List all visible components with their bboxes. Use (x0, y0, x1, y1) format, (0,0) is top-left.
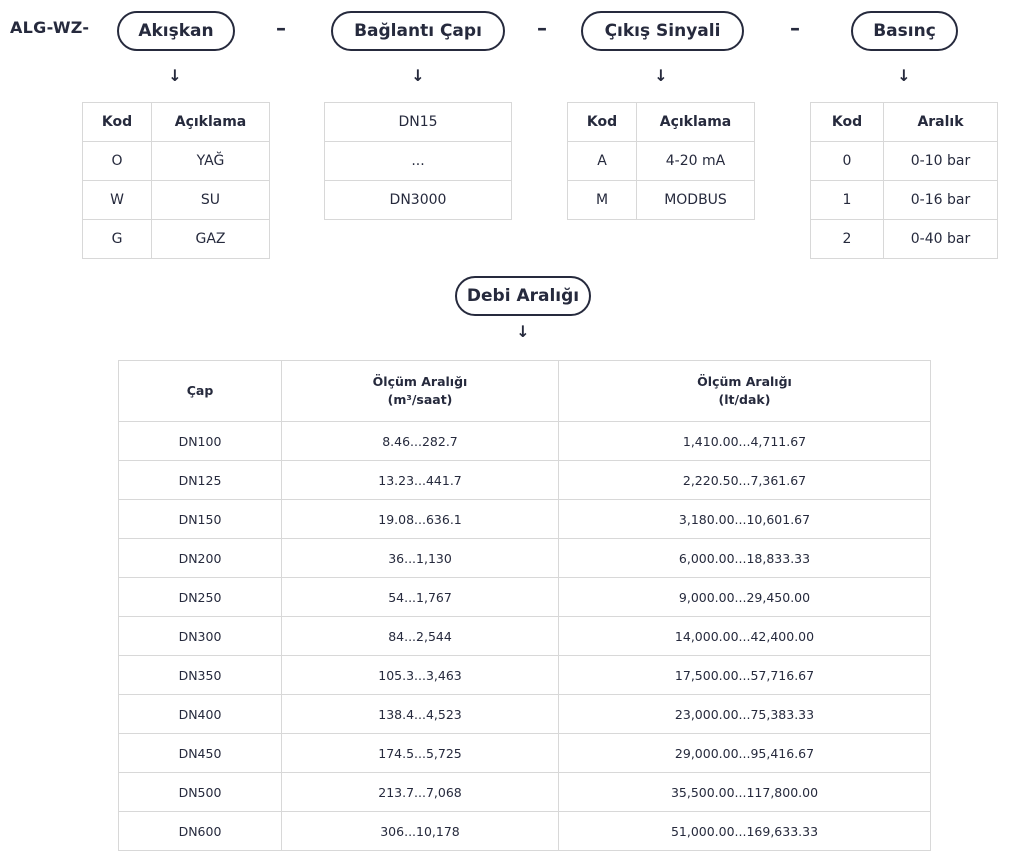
header-aralik: Aralık (884, 103, 998, 142)
header-kod: Kod (568, 103, 637, 142)
table-row (811, 181, 998, 220)
cell-kod: 1 (811, 181, 884, 220)
cell-olcum-lt: 23,000.00...75,383.33 (559, 695, 931, 734)
cell-cap: DN500 (119, 773, 282, 812)
header-aciklama: Açıklama (152, 103, 270, 142)
cell-kod: 2 (811, 220, 884, 259)
cell-cap: ... (325, 142, 512, 181)
cell-cap: DN200 (119, 539, 282, 578)
cell-olcum-lt: 29,000.00...95,416.67 (559, 734, 931, 773)
cell-olcum-lt: 35,500.00...117,800.00 (559, 773, 931, 812)
cell-olcum-m3: 174.5...5,725 (282, 734, 559, 773)
cell-olcum-m3: 36...1,130 (282, 539, 559, 578)
table-row (119, 773, 931, 812)
cell-cap: DN100 (119, 422, 282, 461)
cell-olcum-m3: 8.46...282.7 (282, 422, 559, 461)
cell-aciklama: MODBUS (637, 181, 755, 220)
cell-olcum-m3: 105.3...3,463 (282, 656, 559, 695)
cell-olcum-m3: 306...10,178 (282, 812, 559, 851)
cell-olcum-lt: 2,220.50...7,361.67 (559, 461, 931, 500)
cell-aralik: 0-40 bar (884, 220, 998, 259)
cell-olcum-lt: 9,000.00...29,450.00 (559, 578, 931, 617)
separator: – (537, 16, 547, 40)
separator: – (790, 16, 800, 40)
cell-cap: DN150 (119, 500, 282, 539)
cell-aralik: 0-16 bar (884, 181, 998, 220)
table-row (119, 656, 931, 695)
cell-olcum-m3: 13.23...441.7 (282, 461, 559, 500)
down-arrow-icon: ↓ (411, 66, 425, 85)
down-arrow-icon: ↓ (516, 322, 530, 341)
table-row (83, 142, 270, 181)
cell-olcum-m3: 19.08...636.1 (282, 500, 559, 539)
segment-debi-araligi: Debi Aralığı (455, 276, 591, 316)
cell-kod: A (568, 142, 637, 181)
cell-olcum-m3: 138.4...4,523 (282, 695, 559, 734)
cell-cap: DN250 (119, 578, 282, 617)
cell-cap: DN600 (119, 812, 282, 851)
cell-kod: M (568, 181, 637, 220)
separator: – (276, 16, 286, 40)
table-row (119, 695, 931, 734)
cell-aciklama: GAZ (152, 220, 270, 259)
akiskan-table (82, 102, 270, 259)
baglanti-table (324, 102, 512, 220)
cikis-table (567, 102, 755, 220)
cell-kod: 0 (811, 142, 884, 181)
cell-kod: O (83, 142, 152, 181)
cell-olcum-lt: 14,000.00...42,400.00 (559, 617, 931, 656)
header-aciklama: Açıklama (637, 103, 755, 142)
cell-cap: DN300 (119, 617, 282, 656)
cell-cap: DN400 (119, 695, 282, 734)
table-row (119, 734, 931, 773)
model-prefix: ALG-WZ- (10, 18, 90, 37)
segment-cikis-sinyali: Çıkış Sinyali (581, 11, 744, 51)
segment-akiskan: Akışkan (117, 11, 235, 51)
cell-aciklama: 4-20 mA (637, 142, 755, 181)
table-row (325, 181, 512, 220)
table-row (119, 578, 931, 617)
table-row (119, 617, 931, 656)
cell-cap: DN350 (119, 656, 282, 695)
cell-cap: DN450 (119, 734, 282, 773)
cell-olcum-lt: 3,180.00...10,601.67 (559, 500, 931, 539)
segment-basinc: Basınç (851, 11, 958, 51)
table-row (325, 103, 512, 142)
cell-cap: DN3000 (325, 181, 512, 220)
table-row (83, 181, 270, 220)
table-row (119, 422, 931, 461)
cell-cap: DN125 (119, 461, 282, 500)
cell-kod: G (83, 220, 152, 259)
table-row (119, 539, 931, 578)
table-row (119, 500, 931, 539)
basinc-table (810, 102, 998, 259)
table-row (568, 181, 755, 220)
cell-olcum-lt: 1,410.00...4,711.67 (559, 422, 931, 461)
down-arrow-icon: ↓ (654, 66, 668, 85)
header-olcum-m3: Ölçüm Aralığı (m³/saat) (282, 361, 559, 422)
cell-aciklama: YAĞ (152, 142, 270, 181)
table-row (83, 220, 270, 259)
header-kod: Kod (83, 103, 152, 142)
cell-aciklama: SU (152, 181, 270, 220)
table-row (811, 142, 998, 181)
segment-baglanti-capi: Bağlantı Çapı (331, 11, 505, 51)
down-arrow-icon: ↓ (168, 66, 182, 85)
cell-olcum-lt: 17,500.00...57,716.67 (559, 656, 931, 695)
cell-kod: W (83, 181, 152, 220)
table-row (119, 461, 931, 500)
header-cap: Çap (119, 361, 282, 422)
down-arrow-icon: ↓ (897, 66, 911, 85)
cell-olcum-m3: 213.7...7,068 (282, 773, 559, 812)
cell-olcum-lt: 51,000.00...169,633.33 (559, 812, 931, 851)
cell-olcum-m3: 84...2,544 (282, 617, 559, 656)
header-olcum-lt: Ölçüm Aralığı (lt/dak) (559, 361, 931, 422)
table-row (568, 142, 755, 181)
cell-cap: DN15 (325, 103, 512, 142)
table-row (119, 812, 931, 851)
debi-table (118, 360, 931, 851)
cell-aralik: 0-10 bar (884, 142, 998, 181)
header-kod: Kod (811, 103, 884, 142)
cell-olcum-lt: 6,000.00...18,833.33 (559, 539, 931, 578)
cell-olcum-m3: 54...1,767 (282, 578, 559, 617)
table-row (811, 220, 998, 259)
table-row (325, 142, 512, 181)
